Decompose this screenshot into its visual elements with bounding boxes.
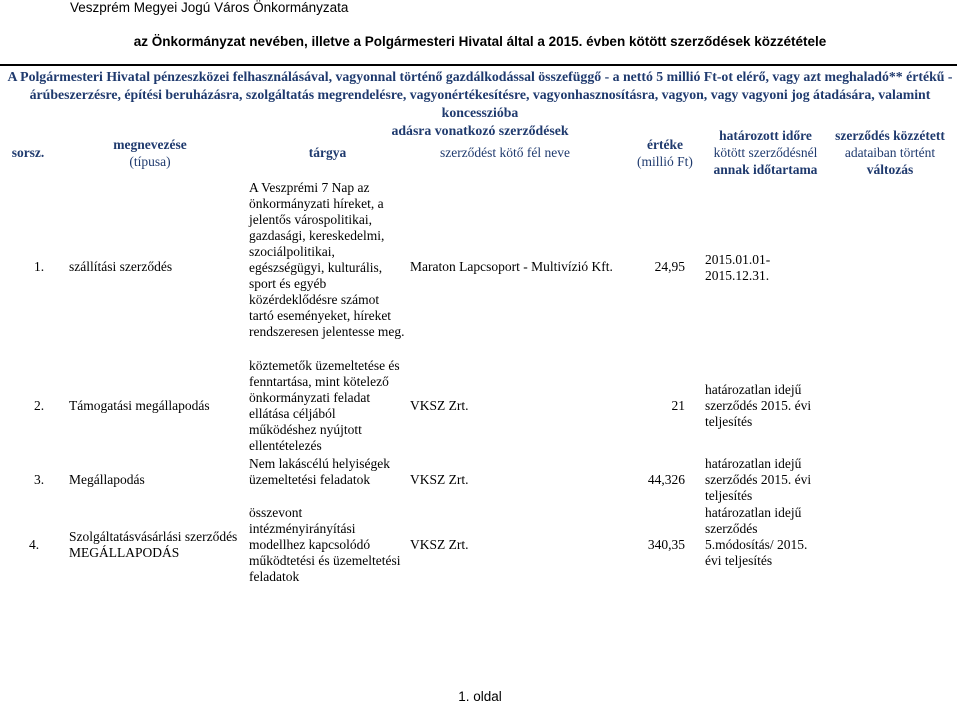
row-4-idotartam-line: szerződés (705, 521, 758, 536)
row-1-idotartam (705, 252, 770, 284)
row-4-megnevezes-line: MEGÁLLAPODÁS (69, 545, 180, 560)
column-header-megnevezese-line-2: (típusa) (129, 154, 171, 169)
column-header-idotartam-line-3: annak időtartama (713, 162, 818, 177)
row-1-targya-line: önkormányzati híreket, a (249, 196, 384, 211)
row-1-targya-line: A Veszprémi 7 Nap az (249, 180, 370, 195)
row-1-targya (249, 180, 405, 340)
row-4-idotartam-line: 5.módosítás/ 2015. (705, 537, 808, 552)
row-1-targya-line: egészségügyi, kulturális, (249, 260, 383, 275)
row-4-targya-line: modellhez kapcsolódó (249, 537, 371, 552)
row-1-idotartam-line: 2015.01.01- (705, 252, 771, 267)
row-2-fel: VKSZ Zrt. (410, 398, 469, 413)
row-2-megnevezes: Támogatási megállapodás (69, 398, 210, 413)
row-3-targya (249, 456, 390, 488)
row-3-idotartam (705, 456, 811, 504)
section-heading-line-3: adásra vonatkozó szerződések (391, 123, 569, 138)
row-1-idotartam-line: 2015.12.31. (705, 268, 770, 283)
column-header-valtozas (822, 127, 958, 178)
row-4-fel: VKSZ Zrt. (410, 537, 469, 552)
page-number: 1. oldal (458, 689, 502, 704)
row-4-targya-line: összevont (249, 505, 303, 520)
section-heading-line-1: A Polgármesteri Hivatal pénzeszközei felhasználásával, vagyonnal történő gazdálkodással összefüggő - a nettó 5 millió Ft-ot elérő, vagy azt meghaladó** értékű - (7, 69, 953, 84)
column-header-valtozas-line-3: változás (866, 162, 914, 177)
row-1-targya-line: közérdeklődésre számot (249, 292, 380, 307)
row-4-erteke: 340,35 (647, 537, 685, 552)
row-1-fel: Maraton Lapcsoport - Multivízió Kft. (410, 259, 613, 274)
row-2-sorsz: 2. (34, 398, 45, 413)
row-3-targya-line: Nem lakáscélú helyiségek (249, 456, 390, 471)
section-heading-line-2: árúbeszerzésre, építési beruházásra, szolgáltatás megrendelésre, vagyonértékesítésre, vagyonhasznosításra, vagyon, vagy vagyoni jog átadására, valamint koncesszióba (29, 87, 931, 120)
column-header-erteke (620, 136, 710, 170)
column-header-targya: tárgya (308, 145, 347, 160)
row-4-megnevezes-line: Szolgáltatásvásárlási szerződés (69, 529, 238, 544)
column-header-valtozas-line-2: adataiban történt (844, 145, 936, 160)
row-3-sorsz: 3. (34, 472, 45, 487)
row-1-targya-line: szociálpolitikai, (249, 244, 335, 259)
column-header-erteke-line-2: (millió Ft) (637, 154, 693, 169)
row-3-fel: VKSZ Zrt. (410, 472, 469, 487)
row-2-targya-line: fenntartása, mint kötelező (249, 374, 389, 389)
row-2-idotartam-line: szerződés 2015. évi (705, 398, 812, 413)
row-2-idotartam-line: határozatlan idejű (705, 382, 802, 397)
row-4-targya-line: intézményirányítási (249, 521, 356, 536)
row-4-idotartam-line: évi teljesítés (705, 553, 773, 568)
row-1-targya-line: sport és egyéb (249, 276, 327, 291)
column-header-erteke-line-1: értéke (647, 137, 683, 152)
column-header-idotartam (698, 127, 833, 178)
column-header-sorsz: sorsz. (11, 145, 45, 160)
row-2-idotartam-line: teljesítés (705, 414, 753, 429)
row-2-idotartam (705, 382, 811, 430)
column-header-idotartam-line-2: kötött szerződésnél (713, 145, 818, 160)
row-4-targya-line: feladatok (249, 569, 300, 584)
row-4-sorsz: 4. (29, 537, 40, 552)
row-4-idotartam-line: határozatlan idejű (705, 505, 802, 520)
table-top-border (0, 64, 957, 66)
column-header-fel: szerződést kötő fél neve (439, 145, 571, 160)
row-4-megnevezes (69, 529, 237, 561)
row-3-idotartam-line: teljesítés (705, 488, 753, 503)
row-3-idotartam-line: határozatlan idejű (705, 456, 802, 471)
row-1-erteke: 24,95 (654, 259, 685, 274)
row-1-sorsz: 1. (34, 259, 45, 274)
row-3-targya-line: üzemeltetési feladatok (249, 472, 371, 487)
row-2-erteke: 21 (671, 398, 685, 413)
organization-name: Veszprém Megyei Jogú Város Önkormányzata (70, 0, 349, 15)
row-1-targya-line: jelentős várospolitikai, (249, 212, 372, 227)
row-3-idotartam-line: szerződés 2015. évi (705, 472, 812, 487)
row-1-targya-line: gazdasági, kereskedelmi, (249, 228, 385, 243)
row-1-megnevezes: szállítási szerződés (69, 259, 173, 274)
row-4-targya-line: működtetési és üzemeltetési (249, 553, 401, 568)
column-header-megnevezese (90, 136, 210, 170)
column-header-valtozas-line-1: szerződés közzétett (835, 128, 945, 143)
row-2-targya-line: köztemetők üzemeltetése és (249, 358, 400, 373)
column-header-idotartam-line-1: határozott időre (719, 128, 812, 143)
row-1-targya-line: rendszeresen jelentesse meg. (249, 324, 405, 339)
row-4-targya (249, 505, 400, 585)
row-2-targya (249, 358, 400, 454)
column-header-megnevezese-line-1: megnevezése (113, 137, 187, 152)
row-2-targya-line: ellátása céljából (249, 406, 336, 421)
document-subtitle: az Önkormányzat nevében, illetve a Polgármesteri Hivatal által a 2015. évben kötött szerződések közzététele (133, 34, 827, 49)
row-2-targya-line: ellentételezés (249, 438, 322, 453)
row-2-targya-line: önkormányzati feladat (249, 390, 371, 405)
row-2-targya-line: működéshez nyújtott (249, 422, 362, 437)
row-3-megnevezes: Megállapodás (69, 472, 145, 487)
row-1-targya-line: tartó eseményeket, híreket (249, 308, 392, 323)
row-4-idotartam (705, 505, 807, 569)
row-3-erteke: 44,326 (647, 472, 685, 487)
